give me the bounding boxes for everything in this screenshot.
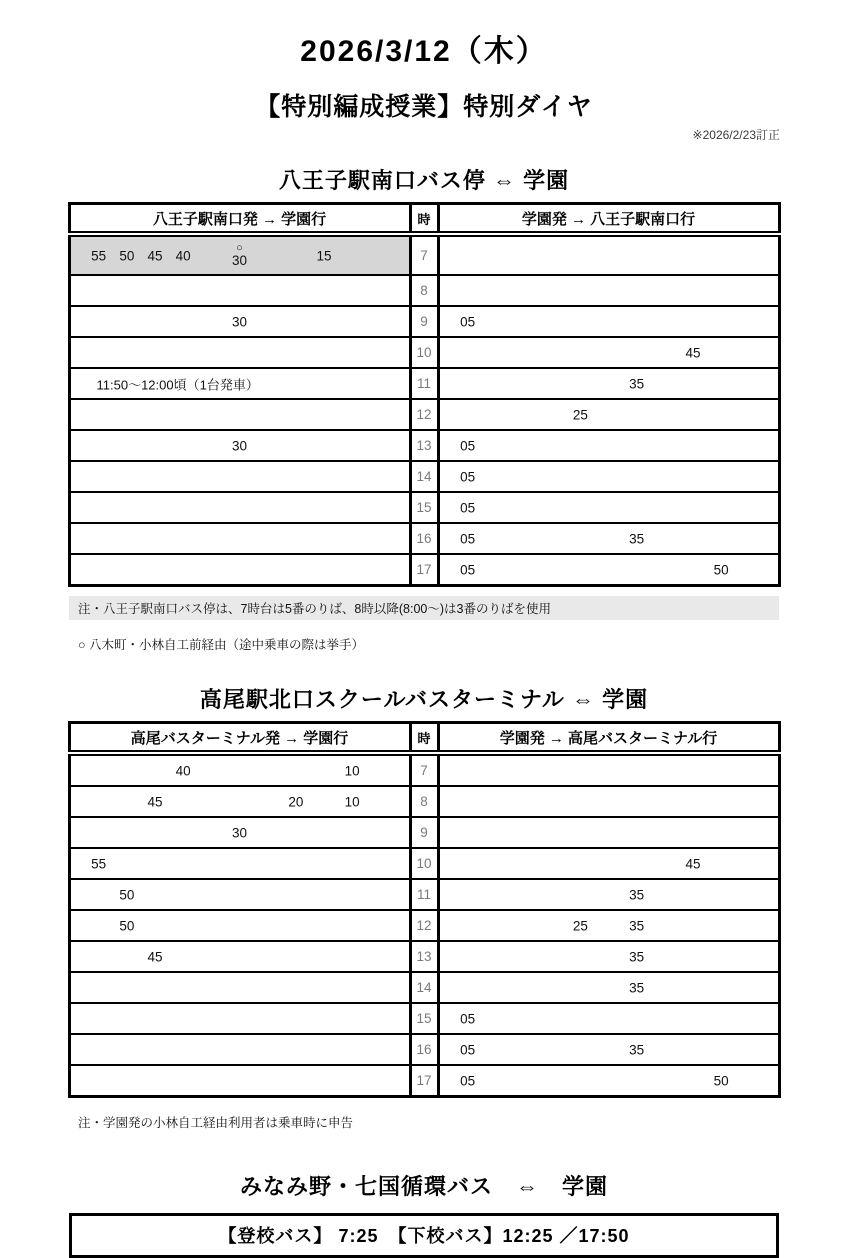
table-row xyxy=(69,523,779,554)
table-header-right: 学園発 → 高尾バスターミナル行 xyxy=(438,723,779,754)
minute-value: 50 xyxy=(119,918,135,933)
table-row xyxy=(69,817,779,848)
hour-cell: 13 xyxy=(410,941,438,972)
minute-value: 35 xyxy=(629,980,645,995)
minutes-cell-left xyxy=(69,399,410,430)
table-row xyxy=(69,306,779,337)
minute-value: 35 xyxy=(629,918,645,933)
minute-value: 05 xyxy=(460,500,476,515)
minutes-cell-right xyxy=(438,306,779,337)
minutes-cell-right xyxy=(438,1034,779,1065)
table-header-hour: 時 xyxy=(410,204,438,235)
table-row xyxy=(69,941,779,972)
minutes-cell-left xyxy=(69,492,410,523)
hour-cell: 11 xyxy=(410,879,438,910)
shuttle-schedule-text: 【登校バス】 7:25 【下校バス】12:25 ／17:50 xyxy=(218,1226,630,1246)
hour-cell: 15 xyxy=(410,1003,438,1034)
note: 注・八王子駅南口バス停は、7時台は5番のりば、8時以降(8:00～)は3番のりばを使用 xyxy=(69,596,779,620)
table-row xyxy=(69,554,779,586)
hour-cell: 8 xyxy=(410,786,438,817)
section-title-takao: 高尾駅北口スクールバスターミナル ⇔ 学園 xyxy=(199,687,649,712)
minute-value: 45 xyxy=(147,248,163,263)
minute-value: 20 xyxy=(288,794,304,809)
minutes-cell-right xyxy=(438,461,779,492)
hour-cell: 17 xyxy=(410,1065,438,1097)
minute-value: 30 xyxy=(231,825,248,840)
minute-value: 05 xyxy=(460,314,476,329)
table-header-left: 八王子駅南口発 → 学園行 xyxy=(69,204,410,235)
minutes-cell-right xyxy=(438,337,779,368)
hour-cell: 12 xyxy=(410,399,438,430)
minutes-cell-right xyxy=(438,523,779,554)
minute-value: 40 xyxy=(175,248,191,263)
minutes-cell-left xyxy=(69,337,410,368)
minute-value: 55 xyxy=(91,856,107,871)
minute-value: 25 xyxy=(572,918,588,933)
minute-value: 35 xyxy=(629,887,645,902)
minute-value: 50 xyxy=(713,562,729,577)
minute-value: 10 xyxy=(344,763,360,778)
hour-cell: 10 xyxy=(410,848,438,879)
minutes-cell-left xyxy=(69,523,410,554)
timetable-hachioji xyxy=(68,202,781,587)
table-header-hour: 時 xyxy=(410,723,438,754)
minute-value: 05 xyxy=(460,1011,476,1026)
minutes-cell-right xyxy=(438,234,779,275)
minute-value: 30 xyxy=(231,314,248,329)
table-row xyxy=(69,275,779,306)
table-row xyxy=(69,1065,779,1097)
section-title-hachioji: 八王子駅南口バス停 ⇔ 学園 xyxy=(278,168,570,193)
minute-value: ○ 30 xyxy=(231,241,248,268)
minutes-cell-right xyxy=(438,368,779,399)
timetable-takao xyxy=(68,721,781,1098)
table-row xyxy=(69,492,779,523)
page-title: 2026/3/12（木） xyxy=(300,35,548,68)
minutes-cell-right xyxy=(438,817,779,848)
minutes-cell-right xyxy=(438,786,779,817)
minutes-cell-left xyxy=(69,817,410,848)
minutes-cell-left xyxy=(69,275,410,306)
minutes-cell-right xyxy=(438,492,779,523)
hour-cell: 16 xyxy=(410,1034,438,1065)
revision-note: ※2026/2/23訂正 xyxy=(692,128,780,142)
table-row xyxy=(69,368,779,399)
hour-cell: 17 xyxy=(410,554,438,586)
hour-cell: 14 xyxy=(410,461,438,492)
table-row xyxy=(69,910,779,941)
table-row xyxy=(69,972,779,1003)
minutes-cell-right xyxy=(438,753,779,786)
minutes-cell-left xyxy=(69,941,410,972)
minute-value: 55 xyxy=(91,248,107,263)
minute-value: 05 xyxy=(460,562,476,577)
minute-value: 40 xyxy=(175,763,191,778)
minute-value: 50 xyxy=(119,887,135,902)
hour-cell: 13 xyxy=(410,430,438,461)
table-row xyxy=(69,430,779,461)
table-header-left: 高尾バスターミナル発 → 学園行 xyxy=(69,723,410,754)
hour-cell: 8 xyxy=(410,275,438,306)
table-row xyxy=(69,461,779,492)
table-row xyxy=(69,848,779,879)
minutes-cell-left xyxy=(69,1065,410,1097)
minutes-cell-right xyxy=(438,1003,779,1034)
table-row xyxy=(69,1003,779,1034)
table-row xyxy=(69,753,779,786)
minute-value: 05 xyxy=(460,531,476,546)
minute-value: 45 xyxy=(685,856,701,871)
minutes-cell-left xyxy=(69,1034,410,1065)
minute-value: 35 xyxy=(629,376,645,391)
hour-cell: 11 xyxy=(410,368,438,399)
hour-cell: 14 xyxy=(410,972,438,1003)
hour-cell: 9 xyxy=(410,817,438,848)
minutes-cell-right xyxy=(438,972,779,1003)
minutes-cell-right xyxy=(438,1065,779,1097)
minute-value: 05 xyxy=(460,469,476,484)
minutes-cell-left xyxy=(69,848,410,879)
timetable-sections-container xyxy=(0,164,848,1134)
minute-value: 05 xyxy=(460,438,476,453)
shuttle-schedule-box xyxy=(69,1213,779,1258)
minute-value: 45 xyxy=(685,345,701,360)
table-row xyxy=(69,234,779,275)
minutes-cell-right xyxy=(438,848,779,879)
minute-value: 35 xyxy=(629,1042,645,1057)
minute-value: 35 xyxy=(629,531,645,546)
minutes-cell-left xyxy=(69,972,410,1003)
section-title-shuttle: みなみ野・七国循環バス ⇔ 学園 xyxy=(239,1174,608,1199)
table-row xyxy=(69,399,779,430)
via-circle-mark: ○ xyxy=(236,241,243,254)
minute-value: 45 xyxy=(147,949,163,964)
minute-value: 05 xyxy=(460,1073,476,1088)
minute-value: 10 xyxy=(344,794,360,809)
minute-value: 15 xyxy=(316,248,332,263)
minute-value: 05 xyxy=(460,1042,476,1057)
minute-value: 50 xyxy=(713,1073,729,1088)
minutes-cell-left xyxy=(69,1003,410,1034)
note: 注・学園発の小林自工経由利用者は乗車時に申告 xyxy=(78,1116,354,1130)
minutes-cell-right xyxy=(438,275,779,306)
note: ○ 八木町・小林自工前経由（途中乗車の際は挙手） xyxy=(78,638,365,652)
minutes-cell-left xyxy=(69,879,410,910)
minutes-cell-left xyxy=(69,306,410,337)
minutes-cell-left xyxy=(69,368,410,399)
minutes-cell-left xyxy=(69,430,410,461)
table-row xyxy=(69,337,779,368)
hour-cell: 10 xyxy=(410,337,438,368)
table-row xyxy=(69,879,779,910)
minute-value: 50 xyxy=(119,248,135,263)
minutes-cell-right xyxy=(438,879,779,910)
table-header-right: 学園発 → 八王子駅南口行 xyxy=(438,204,779,235)
table-row xyxy=(69,786,779,817)
hour-cell: 12 xyxy=(410,910,438,941)
minute-value: 45 xyxy=(147,794,163,809)
table-row xyxy=(69,1034,779,1065)
minutes-cell-left xyxy=(69,910,410,941)
range-note-text: 11:50～12:00頃（1台発車） xyxy=(96,377,259,392)
hour-cell: 15 xyxy=(410,492,438,523)
table-header-row xyxy=(69,723,779,754)
minute-value: 35 xyxy=(629,949,645,964)
minute-value: 25 xyxy=(572,407,588,422)
minutes-cell-right xyxy=(438,399,779,430)
hour-cell: 7 xyxy=(410,234,438,275)
minutes-cell-right xyxy=(438,910,779,941)
minutes-cell-left xyxy=(69,461,410,492)
hour-cell: 7 xyxy=(410,753,438,786)
minute-value: 30 xyxy=(231,438,248,453)
minutes-cell-right xyxy=(438,430,779,461)
minutes-cell-right xyxy=(438,554,779,586)
minutes-cell-right xyxy=(438,941,779,972)
minutes-cell-left xyxy=(69,234,410,275)
minutes-cell-left xyxy=(69,554,410,586)
minutes-cell-left xyxy=(69,786,410,817)
table-header-row xyxy=(69,204,779,235)
hour-cell: 16 xyxy=(410,523,438,554)
hour-cell: 9 xyxy=(410,306,438,337)
minutes-cell-left xyxy=(69,753,410,786)
page-subtitle: 【特別編成授業】特別ダイヤ xyxy=(255,93,593,121)
